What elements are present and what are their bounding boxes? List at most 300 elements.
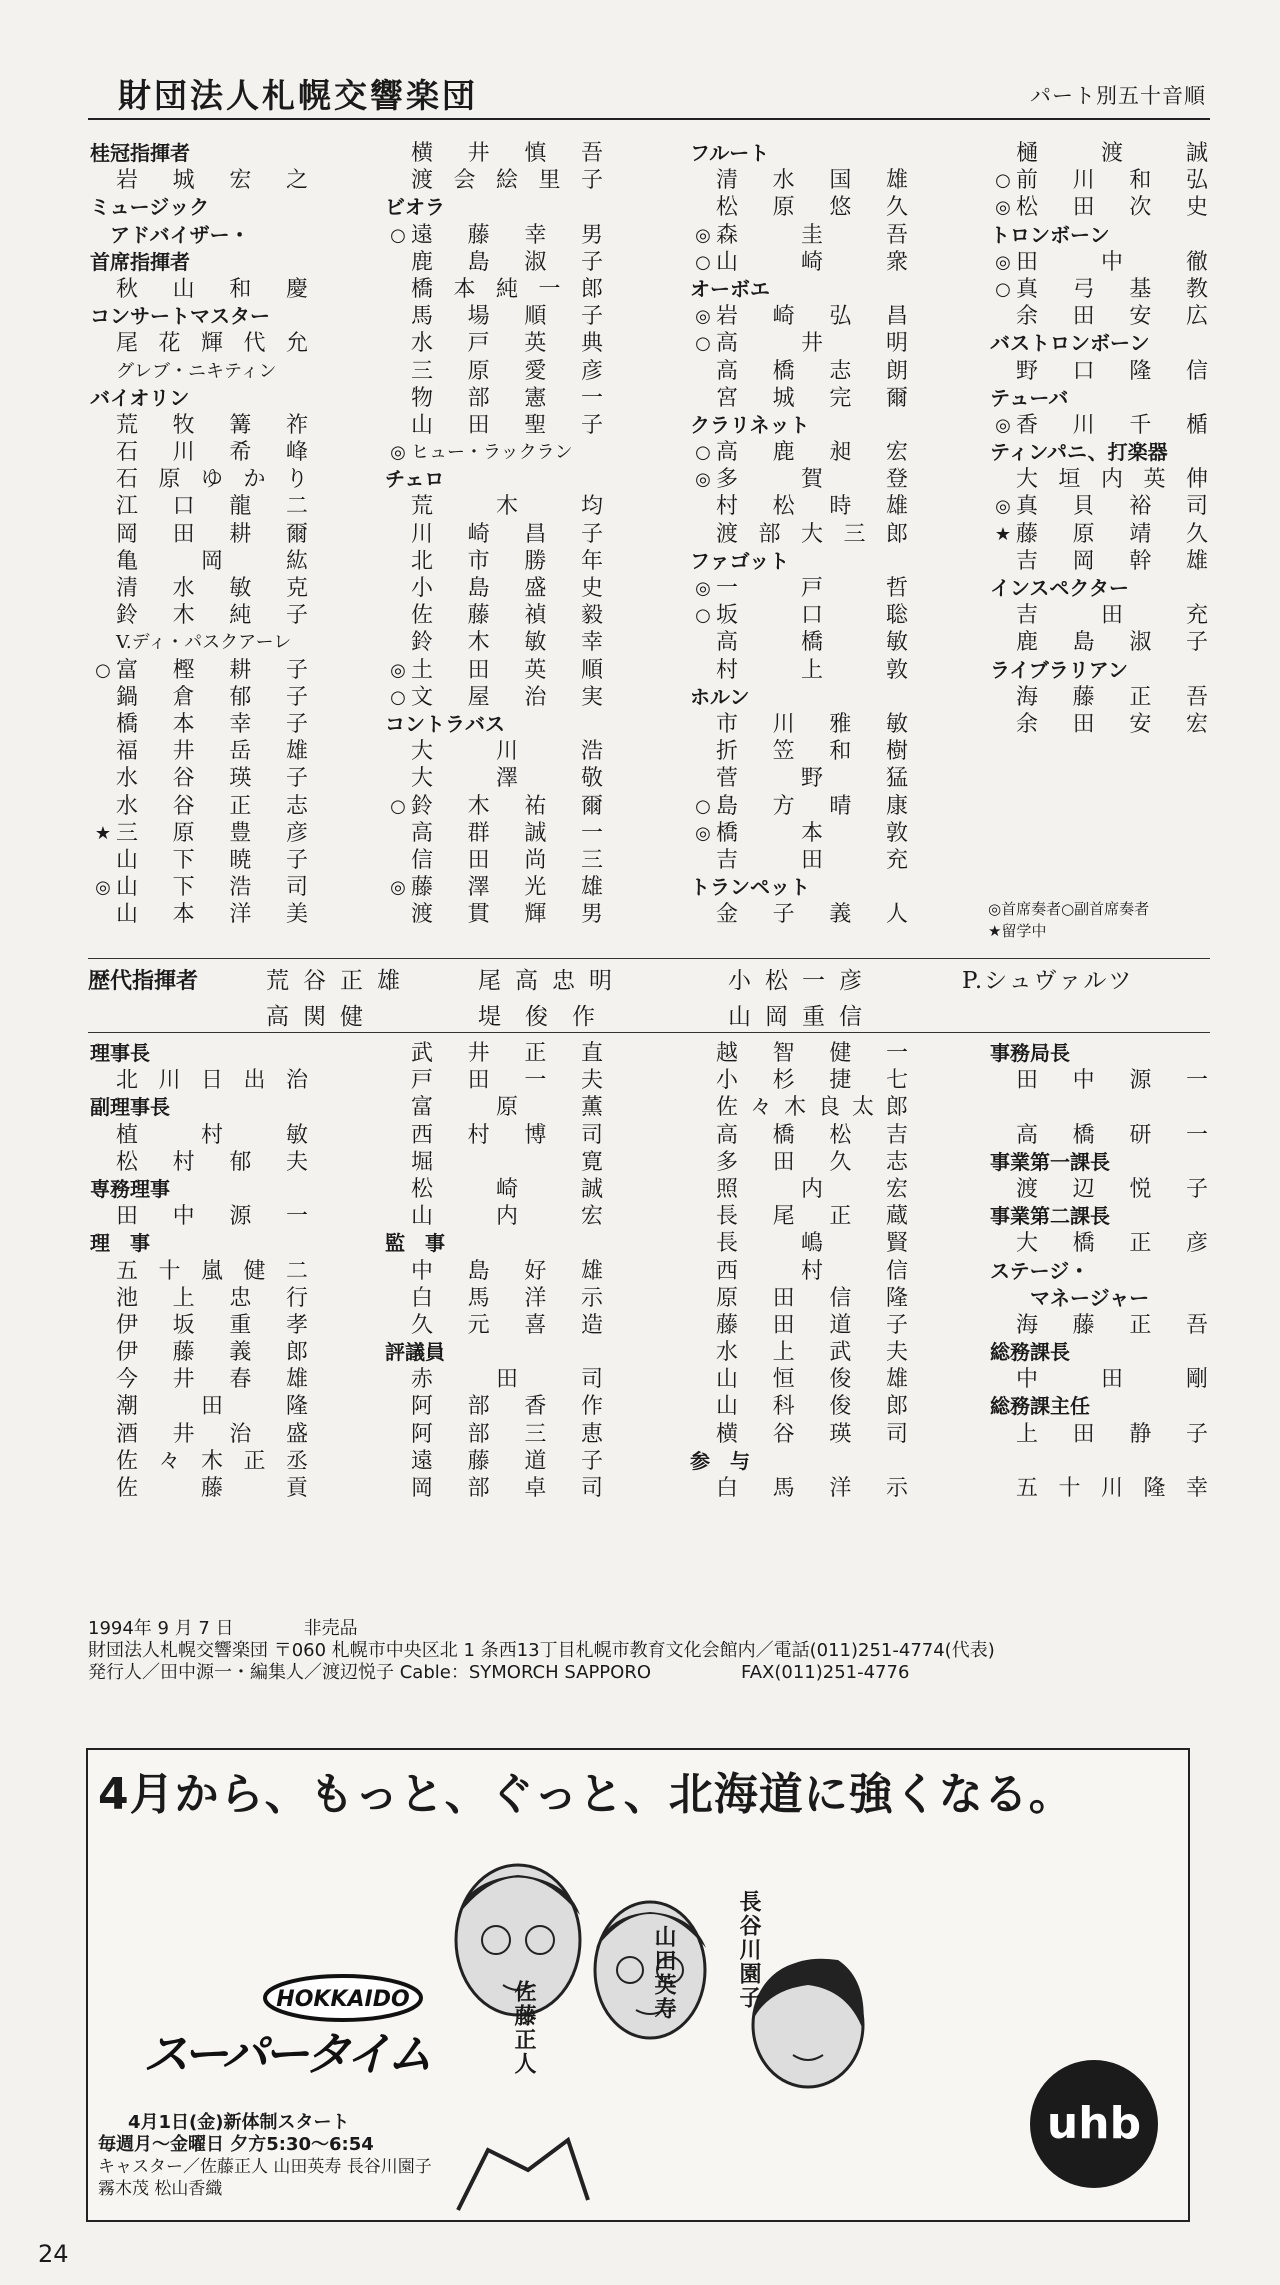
name-char: 彦 — [580, 358, 603, 384]
member-name — [411, 738, 603, 765]
member-row — [690, 1067, 930, 1094]
name-char: 耕 — [229, 521, 252, 547]
name-char: 慶 — [285, 276, 308, 302]
position-mark — [90, 1366, 116, 1393]
member-name — [411, 358, 603, 385]
name-char: 春 — [229, 1367, 252, 1393]
section-heading: 監 事 — [385, 1231, 445, 1256]
name-char: 教 — [1185, 276, 1208, 302]
member-row — [690, 1285, 930, 1312]
name-char: 田 — [1072, 195, 1095, 221]
member-name — [411, 765, 603, 792]
name-char: 瑛 — [829, 1421, 852, 1447]
member-name — [716, 1285, 908, 1312]
name-char: か — [243, 467, 266, 493]
name-char: 谷 — [172, 766, 195, 792]
name-char: 誠 — [580, 1176, 603, 1202]
member-row — [690, 847, 930, 874]
name-char: 夫 — [885, 1340, 908, 1366]
member-name — [411, 1203, 603, 1230]
name-char: 川 — [172, 440, 195, 466]
member-row — [90, 1203, 330, 1230]
member-name — [116, 548, 308, 575]
member-name — [1016, 684, 1208, 711]
name-char: 松 — [829, 1122, 852, 1148]
name-char: 馬 — [411, 304, 434, 330]
position-mark — [90, 602, 116, 629]
position-mark — [990, 466, 1016, 493]
member-name — [116, 1067, 308, 1094]
member-name — [716, 1339, 908, 1366]
name-char: 中 — [1072, 1068, 1095, 1094]
name-char: 金 — [716, 902, 739, 928]
member-row — [690, 249, 930, 276]
name-char: 猛 — [885, 766, 908, 792]
name-char: 洋 — [829, 1476, 852, 1501]
name-char: 久 — [1185, 521, 1208, 547]
section-heading: ミュージック — [90, 195, 210, 220]
position-mark — [690, 385, 716, 412]
member-row — [90, 657, 330, 684]
position-mark: ○ — [390, 686, 406, 708]
position-mark: ◎ — [995, 251, 1011, 273]
name-char: 多 — [716, 1149, 739, 1175]
position-mark — [690, 1176, 716, 1203]
member-name — [411, 493, 603, 520]
name-char: 道 — [524, 1448, 547, 1474]
member-row — [385, 1122, 625, 1149]
section-heading: 事務局長 — [990, 1041, 1070, 1065]
show-casters: キャスター／佐藤正人 山田英寿 長谷川園子 — [98, 2157, 432, 2177]
position-mark — [385, 1176, 411, 1203]
name-char: 崎 — [772, 304, 795, 330]
member-row — [385, 1040, 625, 1067]
position-mark — [90, 466, 116, 493]
position-mark — [690, 493, 716, 520]
name-char: 橋 — [1072, 1231, 1095, 1257]
name-char: 中 — [411, 1258, 434, 1284]
name-char: 川 — [1100, 1476, 1123, 1501]
name-char: 香 — [524, 1394, 547, 1420]
name-char: 野 — [800, 766, 823, 792]
name-char: 岡 — [200, 548, 223, 574]
member-name — [411, 222, 603, 249]
name-char: 島 — [716, 793, 739, 819]
name-char: 口 — [1072, 358, 1095, 384]
position-mark — [385, 1040, 411, 1067]
name-char: 聡 — [885, 603, 908, 629]
name-char: 木 — [783, 1095, 806, 1121]
name-char: 卓 — [524, 1476, 547, 1501]
member-row — [385, 385, 625, 412]
name-char: 宏 — [885, 1176, 908, 1202]
name-char: 雅 — [829, 711, 852, 737]
member-row — [690, 1339, 930, 1366]
past-conductor: 堤俊作 — [478, 1004, 619, 1030]
name-char: 子 — [580, 168, 603, 194]
name-char: 田 — [1100, 603, 1123, 629]
member-name — [411, 521, 603, 548]
member-row — [690, 1312, 930, 1339]
position-mark — [690, 1149, 716, 1176]
position-mark: ◎ — [995, 197, 1011, 219]
member-row — [690, 1475, 930, 1502]
roster-column-3 — [690, 140, 930, 928]
name-char: 丞 — [285, 1448, 308, 1474]
name-char: 幸 — [229, 711, 252, 737]
member-name — [411, 1285, 603, 1312]
name-char: 幸 — [1185, 1476, 1208, 1501]
name-char: 渡 — [716, 521, 739, 547]
position-mark: ○ — [695, 795, 711, 817]
name-char: 橋 — [800, 630, 823, 656]
member-row — [690, 738, 930, 765]
position-mark — [990, 1312, 1016, 1339]
member-name — [116, 901, 308, 928]
editor-line: 発行人／田中源一・編集人／渡辺悦子 Cable：SYMORCH SAPPORO — [88, 1662, 651, 1683]
member-name — [716, 1312, 908, 1339]
position-mark — [690, 1339, 716, 1366]
name-char: 盛 — [524, 576, 547, 601]
name-char: 史 — [1185, 195, 1208, 221]
name-char: 藤 — [467, 1448, 490, 1474]
member-row — [690, 358, 930, 385]
name-char: 佐 — [116, 1476, 139, 1501]
name-char: 三 — [580, 847, 603, 873]
member-name — [411, 575, 603, 602]
member-name — [116, 1475, 308, 1502]
name-char: 渡 — [1016, 1176, 1039, 1202]
position-mark: ◎ — [95, 877, 111, 899]
name-char: 正 — [229, 793, 252, 819]
member-row — [990, 140, 1230, 167]
name-char: 輝 — [524, 902, 547, 928]
name-char: 源 — [229, 1204, 252, 1230]
name-char: 会 — [453, 168, 476, 194]
member-row — [690, 167, 930, 194]
name-char: 一 — [1185, 1122, 1208, 1148]
position-mark — [90, 1122, 116, 1149]
section-heading: ステージ・ — [990, 1258, 1090, 1283]
member-name — [716, 847, 908, 874]
member-row — [385, 1285, 625, 1312]
show-casters-2: 霧木茂 松山香織 — [98, 2179, 223, 2199]
member-row — [90, 765, 330, 792]
name-char: 昶 — [829, 440, 852, 466]
member-name — [716, 1393, 908, 1420]
member-row — [90, 901, 330, 928]
member-row — [90, 412, 330, 439]
name-char: 久 — [411, 1312, 434, 1338]
name-char: 樹 — [885, 739, 908, 765]
name-char: 福 — [116, 739, 139, 765]
name-char: 阿 — [411, 1421, 434, 1447]
name-char: 高 — [716, 630, 739, 656]
position-mark — [385, 1203, 411, 1230]
position-mark — [385, 548, 411, 575]
member-row — [690, 1366, 930, 1393]
name-char: 岡 — [116, 521, 139, 547]
position-mark — [90, 548, 116, 575]
name-char: 楯 — [1185, 412, 1208, 438]
name-char: 裕 — [1129, 494, 1152, 520]
position-mark — [990, 303, 1016, 330]
member-name — [1016, 140, 1208, 167]
name-char: 雄 — [580, 1258, 603, 1284]
section-heading: インスペクター — [990, 576, 1129, 600]
position-mark — [90, 1312, 116, 1339]
section-heading: ティンパニ、打楽器 — [990, 440, 1168, 465]
name-char: 作 — [580, 1394, 603, 1420]
name-char: 原 — [158, 467, 181, 493]
name-char: 部 — [467, 1476, 490, 1501]
member-name — [411, 874, 603, 901]
member-name — [411, 412, 603, 439]
name-char: 々 — [749, 1095, 772, 1121]
section-heading: バイオリン — [90, 385, 190, 410]
name-char: 俊 — [829, 1394, 852, 1420]
member-row — [90, 493, 330, 520]
member-row — [385, 167, 625, 194]
name-char: 元 — [467, 1312, 490, 1338]
name-char: 嶋 — [800, 1231, 823, 1257]
position-mark — [90, 1448, 116, 1475]
name-char: 五 — [1016, 1476, 1039, 1501]
member-row — [385, 629, 625, 656]
name-char: 久 — [885, 195, 908, 221]
position-mark — [385, 1421, 411, 1448]
legend-notes — [988, 898, 1149, 942]
name-char: 正 — [524, 1041, 547, 1066]
name-char: 寛 — [580, 1149, 603, 1175]
roster-column-2 — [385, 140, 625, 928]
member-row — [690, 330, 930, 357]
name-char: 城 — [772, 385, 795, 411]
position-mark — [90, 1393, 116, 1420]
name-char: 佐 — [716, 1095, 739, 1121]
name-char: 英 — [524, 657, 547, 683]
member-row — [90, 521, 330, 548]
name-char: 子 — [580, 249, 603, 275]
member-row — [990, 249, 1230, 276]
name-char: 遠 — [411, 222, 434, 248]
member-name — [1016, 1176, 1208, 1203]
member-name — [116, 412, 308, 439]
member-name — [116, 765, 308, 792]
member-name — [411, 548, 603, 575]
name-char: 大 — [1016, 1231, 1039, 1257]
name-char: 菅 — [716, 766, 739, 792]
member-name — [1016, 1421, 1208, 1448]
position-mark — [385, 249, 411, 276]
name-char: 正 — [243, 1448, 266, 1474]
advertisement — [86, 1748, 1190, 2222]
name-char: 子 — [580, 304, 603, 330]
name-char: 英 — [1143, 467, 1166, 493]
position-mark — [690, 1230, 716, 1257]
member-row — [90, 167, 330, 194]
member-name — [1016, 1475, 1208, 1502]
name-char: 子 — [1185, 630, 1208, 656]
name-char: 時 — [829, 494, 852, 520]
name-char: 隆 — [1143, 1476, 1166, 1501]
position-mark — [385, 385, 411, 412]
name-char: 々 — [158, 1448, 181, 1474]
member-name — [411, 1475, 603, 1502]
name-char: 藤 — [172, 1340, 195, 1366]
name-char: 龍 — [229, 494, 252, 520]
name-char: 晴 — [829, 793, 852, 819]
name-char: 昌 — [885, 304, 908, 330]
position-mark — [90, 847, 116, 874]
name-char: 治 — [285, 1068, 308, 1094]
section-heading: 首席指揮者 — [90, 249, 190, 274]
name-char: 研 — [1129, 1122, 1152, 1148]
position-mark — [90, 1067, 116, 1094]
member-row — [90, 820, 330, 847]
name-char: 真 — [1016, 276, 1039, 302]
name-char: 幸 — [580, 630, 603, 656]
past-conductor: P.シュヴァルツ — [962, 968, 1134, 994]
name-char: 武 — [411, 1041, 434, 1066]
name-char: 正 — [1129, 1231, 1152, 1257]
name-char: 松 — [411, 1176, 434, 1202]
member-row — [385, 738, 625, 765]
name-char: 昌 — [524, 521, 547, 547]
name-char: 子 — [580, 521, 603, 547]
name-char: 爾 — [885, 385, 908, 411]
name-char: 浩 — [580, 739, 603, 765]
member-row — [385, 1176, 625, 1203]
name-char: 国 — [829, 168, 852, 194]
position-mark — [690, 1094, 716, 1121]
member-name — [1016, 1230, 1208, 1257]
name-char: 宏 — [229, 168, 252, 194]
name-char: 吉 — [1016, 603, 1039, 629]
name-char: 三 — [116, 820, 139, 846]
name-char: 原 — [716, 1285, 739, 1311]
name-char: 五 — [116, 1258, 139, 1284]
name-char: 山 — [116, 875, 139, 901]
member-name — [411, 657, 603, 684]
position-mark — [385, 1122, 411, 1149]
name-char: 西 — [411, 1122, 434, 1148]
name-char: 喜 — [524, 1312, 547, 1338]
name-char: 山 — [116, 902, 139, 928]
member-name — [716, 1149, 908, 1176]
name-char: 里 — [538, 168, 561, 194]
address: 〒060 札幌市中央区北 1 条西13丁目札幌市教育文化会館内／電話(011)251-4774(代表) — [273, 1640, 995, 1661]
board-column-1 — [90, 1040, 330, 1502]
name-char: 下 — [172, 847, 195, 873]
name-char: 馬 — [772, 1476, 795, 1501]
member-name — [411, 820, 603, 847]
name-char: 郎 — [885, 1394, 908, 1420]
name-char: 田 — [1100, 1367, 1123, 1393]
section-heading: マネージャー — [990, 1285, 1150, 1310]
name-char: 岡 — [1072, 548, 1095, 574]
name-char: 文 — [411, 684, 434, 710]
name-char: 上 — [772, 1340, 795, 1366]
member-name — [116, 1339, 308, 1366]
member-row — [90, 1393, 330, 1420]
name-char: 貢 — [285, 1476, 308, 1501]
name-char: 示 — [580, 1285, 603, 1311]
name-char: 科 — [772, 1394, 795, 1420]
member-name — [716, 358, 908, 385]
member-name — [411, 1312, 603, 1339]
name-char: 松 — [716, 195, 739, 221]
member-name — [411, 684, 603, 711]
name-char: 賢 — [885, 1231, 908, 1257]
name-char: 美 — [285, 902, 308, 928]
name-char: 和 — [229, 276, 252, 302]
member-name — [411, 847, 603, 874]
member-name — [411, 1448, 603, 1475]
member-row — [990, 276, 1230, 303]
member-row — [690, 575, 930, 602]
name-char: 彦 — [1185, 1231, 1208, 1257]
name-char: 物 — [411, 385, 434, 411]
position-mark — [90, 1475, 116, 1502]
name-char: 山 — [411, 412, 434, 438]
member-name — [716, 738, 908, 765]
member-name — [1016, 1366, 1208, 1393]
name-char: 中 — [172, 1204, 195, 1230]
name-char: 遠 — [411, 1448, 434, 1474]
name-char: 潮 — [116, 1394, 139, 1420]
position-mark — [90, 711, 116, 738]
name-char: 三 — [411, 358, 434, 384]
name-char: 宏 — [885, 440, 908, 466]
member-row — [385, 140, 625, 167]
position-mark — [690, 765, 716, 792]
name-char: 崎 — [495, 1176, 518, 1202]
name-char: 徹 — [1185, 249, 1208, 275]
name-char: 一 — [285, 1204, 308, 1230]
position-mark — [90, 330, 116, 357]
name-char: 博 — [524, 1122, 547, 1148]
name-char: 水 — [116, 793, 139, 819]
member-name — [1016, 194, 1208, 221]
position-mark: ◎ — [995, 414, 1011, 436]
name-char: 希 — [229, 440, 252, 466]
position-mark — [690, 521, 716, 548]
member-name — [1016, 1312, 1208, 1339]
name-char: 源 — [1129, 1068, 1152, 1094]
name-char: 中 — [1100, 249, 1123, 275]
page-subtitle: パート別五十音順 — [1030, 84, 1206, 108]
position-mark — [385, 738, 411, 765]
member-row — [385, 276, 625, 303]
position-mark — [690, 1421, 716, 1448]
position-mark — [90, 439, 116, 466]
name-char: 夫 — [285, 1149, 308, 1175]
name-char: 荒 — [411, 494, 434, 520]
name-char: り — [285, 467, 308, 493]
name-char: 橋 — [1072, 1122, 1095, 1148]
name-char: 石 — [116, 467, 139, 493]
section-heading: ファゴット — [690, 548, 790, 573]
member-name — [1016, 276, 1208, 303]
name-char: 部 — [467, 1421, 490, 1447]
member-row — [385, 548, 625, 575]
name-char: 藤 — [467, 603, 490, 629]
name-char: 志 — [885, 1149, 908, 1175]
name-char: 松 — [772, 494, 795, 520]
name-char: 靖 — [1129, 521, 1152, 547]
member-name — [411, 249, 603, 276]
